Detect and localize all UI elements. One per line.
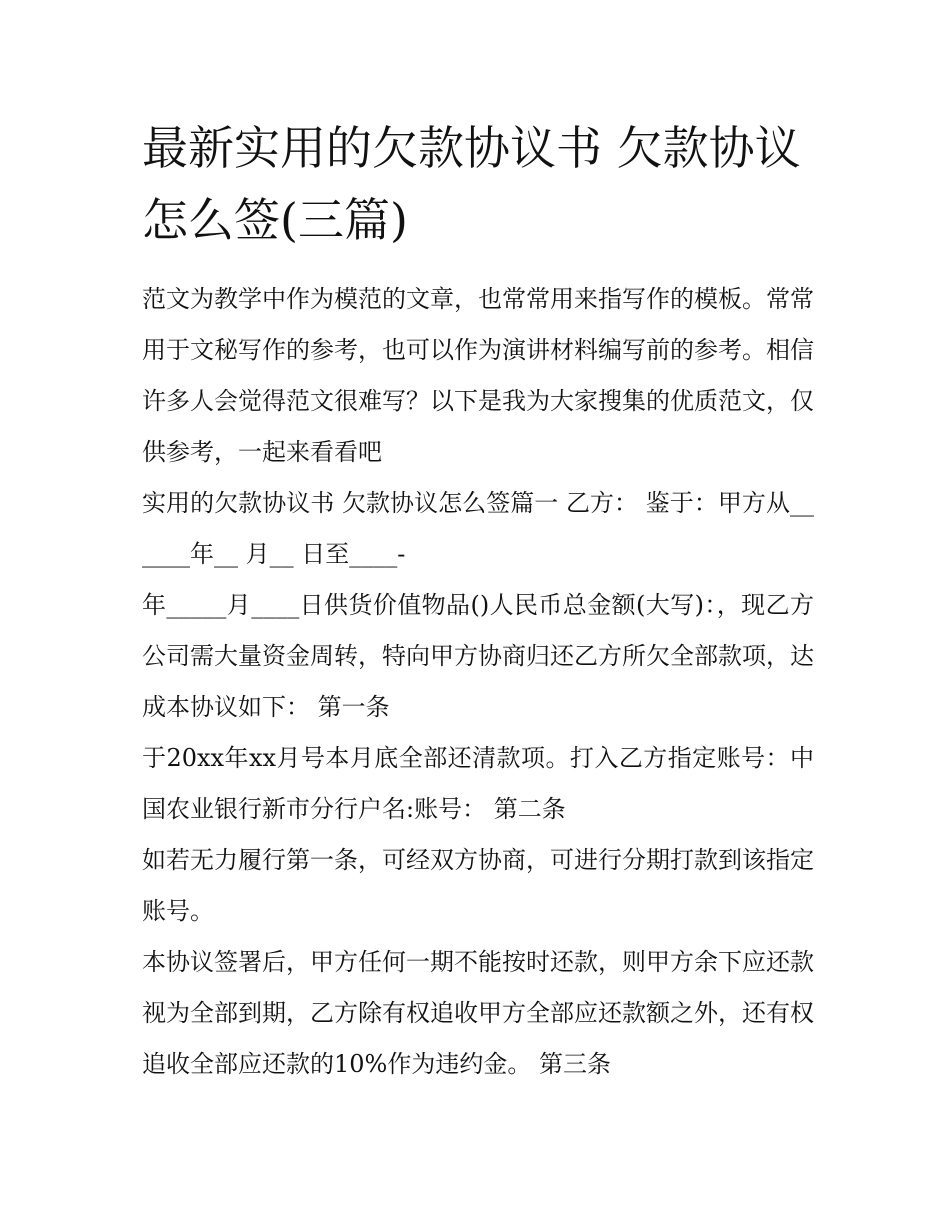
document-title: 最新实用的欠款协议书 欠款协议怎么签(三篇) xyxy=(142,121,801,247)
paragraph-part-one: 实用的欠款协议书 欠款协议怎么签篇一 乙方： 鉴于：甲方从______年__ 月__ 日至____- xyxy=(142,489,814,568)
paragraph-supply-value: 年_____月____日供货价值物品()人民币总金额(大写)：，现乙方公司需大量资金周转，特向甲方协商归还乙方所欠全部款项，达成本协议如下： 第一条 xyxy=(142,591,814,721)
paragraph-default-clause: 本协议签署后，甲方任何一期不能按时还款，则甲方余下应还款视为全部到期，乙方除有权追收甲方全部应还款额之外，还有权追收全部应还款的10%作为违约金。 第三条 xyxy=(142,948,814,1078)
document-page xyxy=(142,112,814,1090)
paragraph-article-two: 如若无力履行第一条，可经双方协商，可进行分期打款到该指定账号。 xyxy=(142,846,814,925)
paragraph-intro: 范文为教学中作为模范的文章，也常常用来指写作的模板。常常用于文秘写作的参考，也可以作为演讲材料编写前的参考。相信许多人会觉得范文很难写？以下是我为大家搜集的优质范文，仅供参考，一起来看看吧 xyxy=(142,285,814,466)
paragraph-article-one: 于20xx年xx月号本月底全部还清款项。打入乙方指定账号：中国农业银行新市分行户名:账号： 第二条 xyxy=(142,744,814,823)
